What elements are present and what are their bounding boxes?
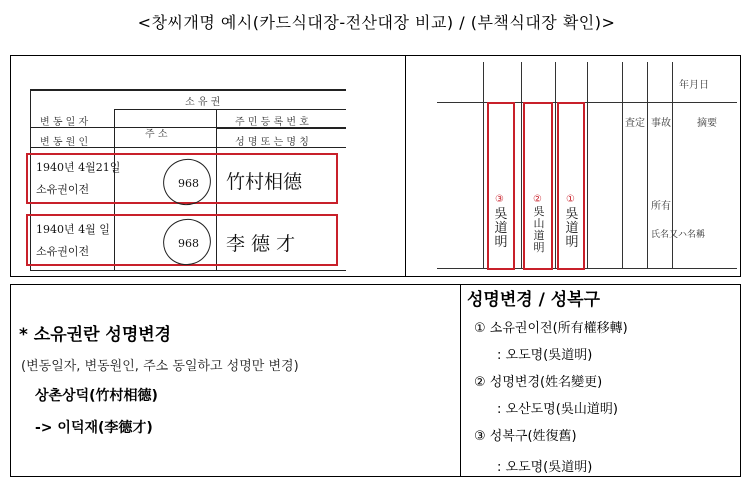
entry2-date: 1940년 4월 일 (36, 223, 110, 236)
book-entry-3: 吳道明 (494, 207, 508, 250)
book-label-owner: 所有 (651, 201, 671, 212)
left-note: (변동일자, 변동원인, 주소 동일하고 성명만 변경) (21, 359, 299, 374)
page-title: <창씨개명 예시(카드식대장-전산대장 비교) / (부책식대장 확인)> (137, 13, 616, 32)
book-label-event: 事故 (651, 118, 671, 129)
entry1-date: 1940년 4월21일 (36, 161, 121, 174)
col-id: 주 민 등 록 번 호 (235, 117, 309, 128)
book-label-name: 氏名又ハ名稱 (651, 230, 706, 240)
entry1-number: 968 (178, 177, 199, 190)
book-marker-2: ② (533, 194, 542, 205)
register-images-frame (10, 55, 741, 277)
book-marker-1: ① (566, 194, 575, 205)
left-heading: * 소유권란 성명변경 (19, 325, 172, 345)
col-address: 주 소 (145, 129, 168, 140)
entry1-cause: 소유권이전 (36, 183, 90, 196)
book-entry-1: 吳道明 (565, 207, 579, 250)
register-header: 소 유 권 (185, 97, 221, 108)
col-name: 성 명 또 는 명 칭 (235, 137, 309, 148)
explanation-frame (10, 284, 741, 477)
entry2-number: 968 (178, 237, 199, 250)
book-label-assessment: 査定 (625, 118, 645, 129)
book-register-scan (437, 62, 737, 270)
right-line-5: ③ 성복구(姓復舊) (474, 429, 577, 444)
book-marker-3: ③ (495, 194, 504, 205)
book-label-date: 年月日 (679, 80, 709, 91)
book-label-summary: 摘要 (697, 118, 717, 129)
entry2-name: 李 德 才 (226, 233, 296, 255)
right-line-1: ① 소유권이전(所有權移轉) (474, 321, 628, 336)
book-entry-2: 吳山道明 (533, 205, 545, 254)
right-panel-title: 성명변경 / 성복구 (467, 290, 600, 310)
entry2-cause: 소유권이전 (36, 245, 90, 258)
explanation-divider (460, 285, 461, 476)
name-before: 상촌상덕(竹村相德) (35, 388, 158, 404)
right-line-3: ② 성명변경(姓名變更) (474, 375, 603, 390)
row-label-date: 변 동 일 자 (40, 117, 89, 128)
frame-divider (405, 56, 406, 276)
right-line-6: : 오도명(吳道明) (497, 460, 593, 475)
card-register-scan (30, 89, 346, 270)
name-after: -> 이덕재(李德才) (35, 420, 153, 436)
right-line-4: : 오산도명(吳山道明) (497, 402, 618, 417)
row-label-cause: 변 동 원 인 (40, 137, 89, 148)
entry1-name: 竹村相德 (226, 171, 303, 193)
right-line-2: : 오도명(吳道明) (497, 348, 593, 363)
